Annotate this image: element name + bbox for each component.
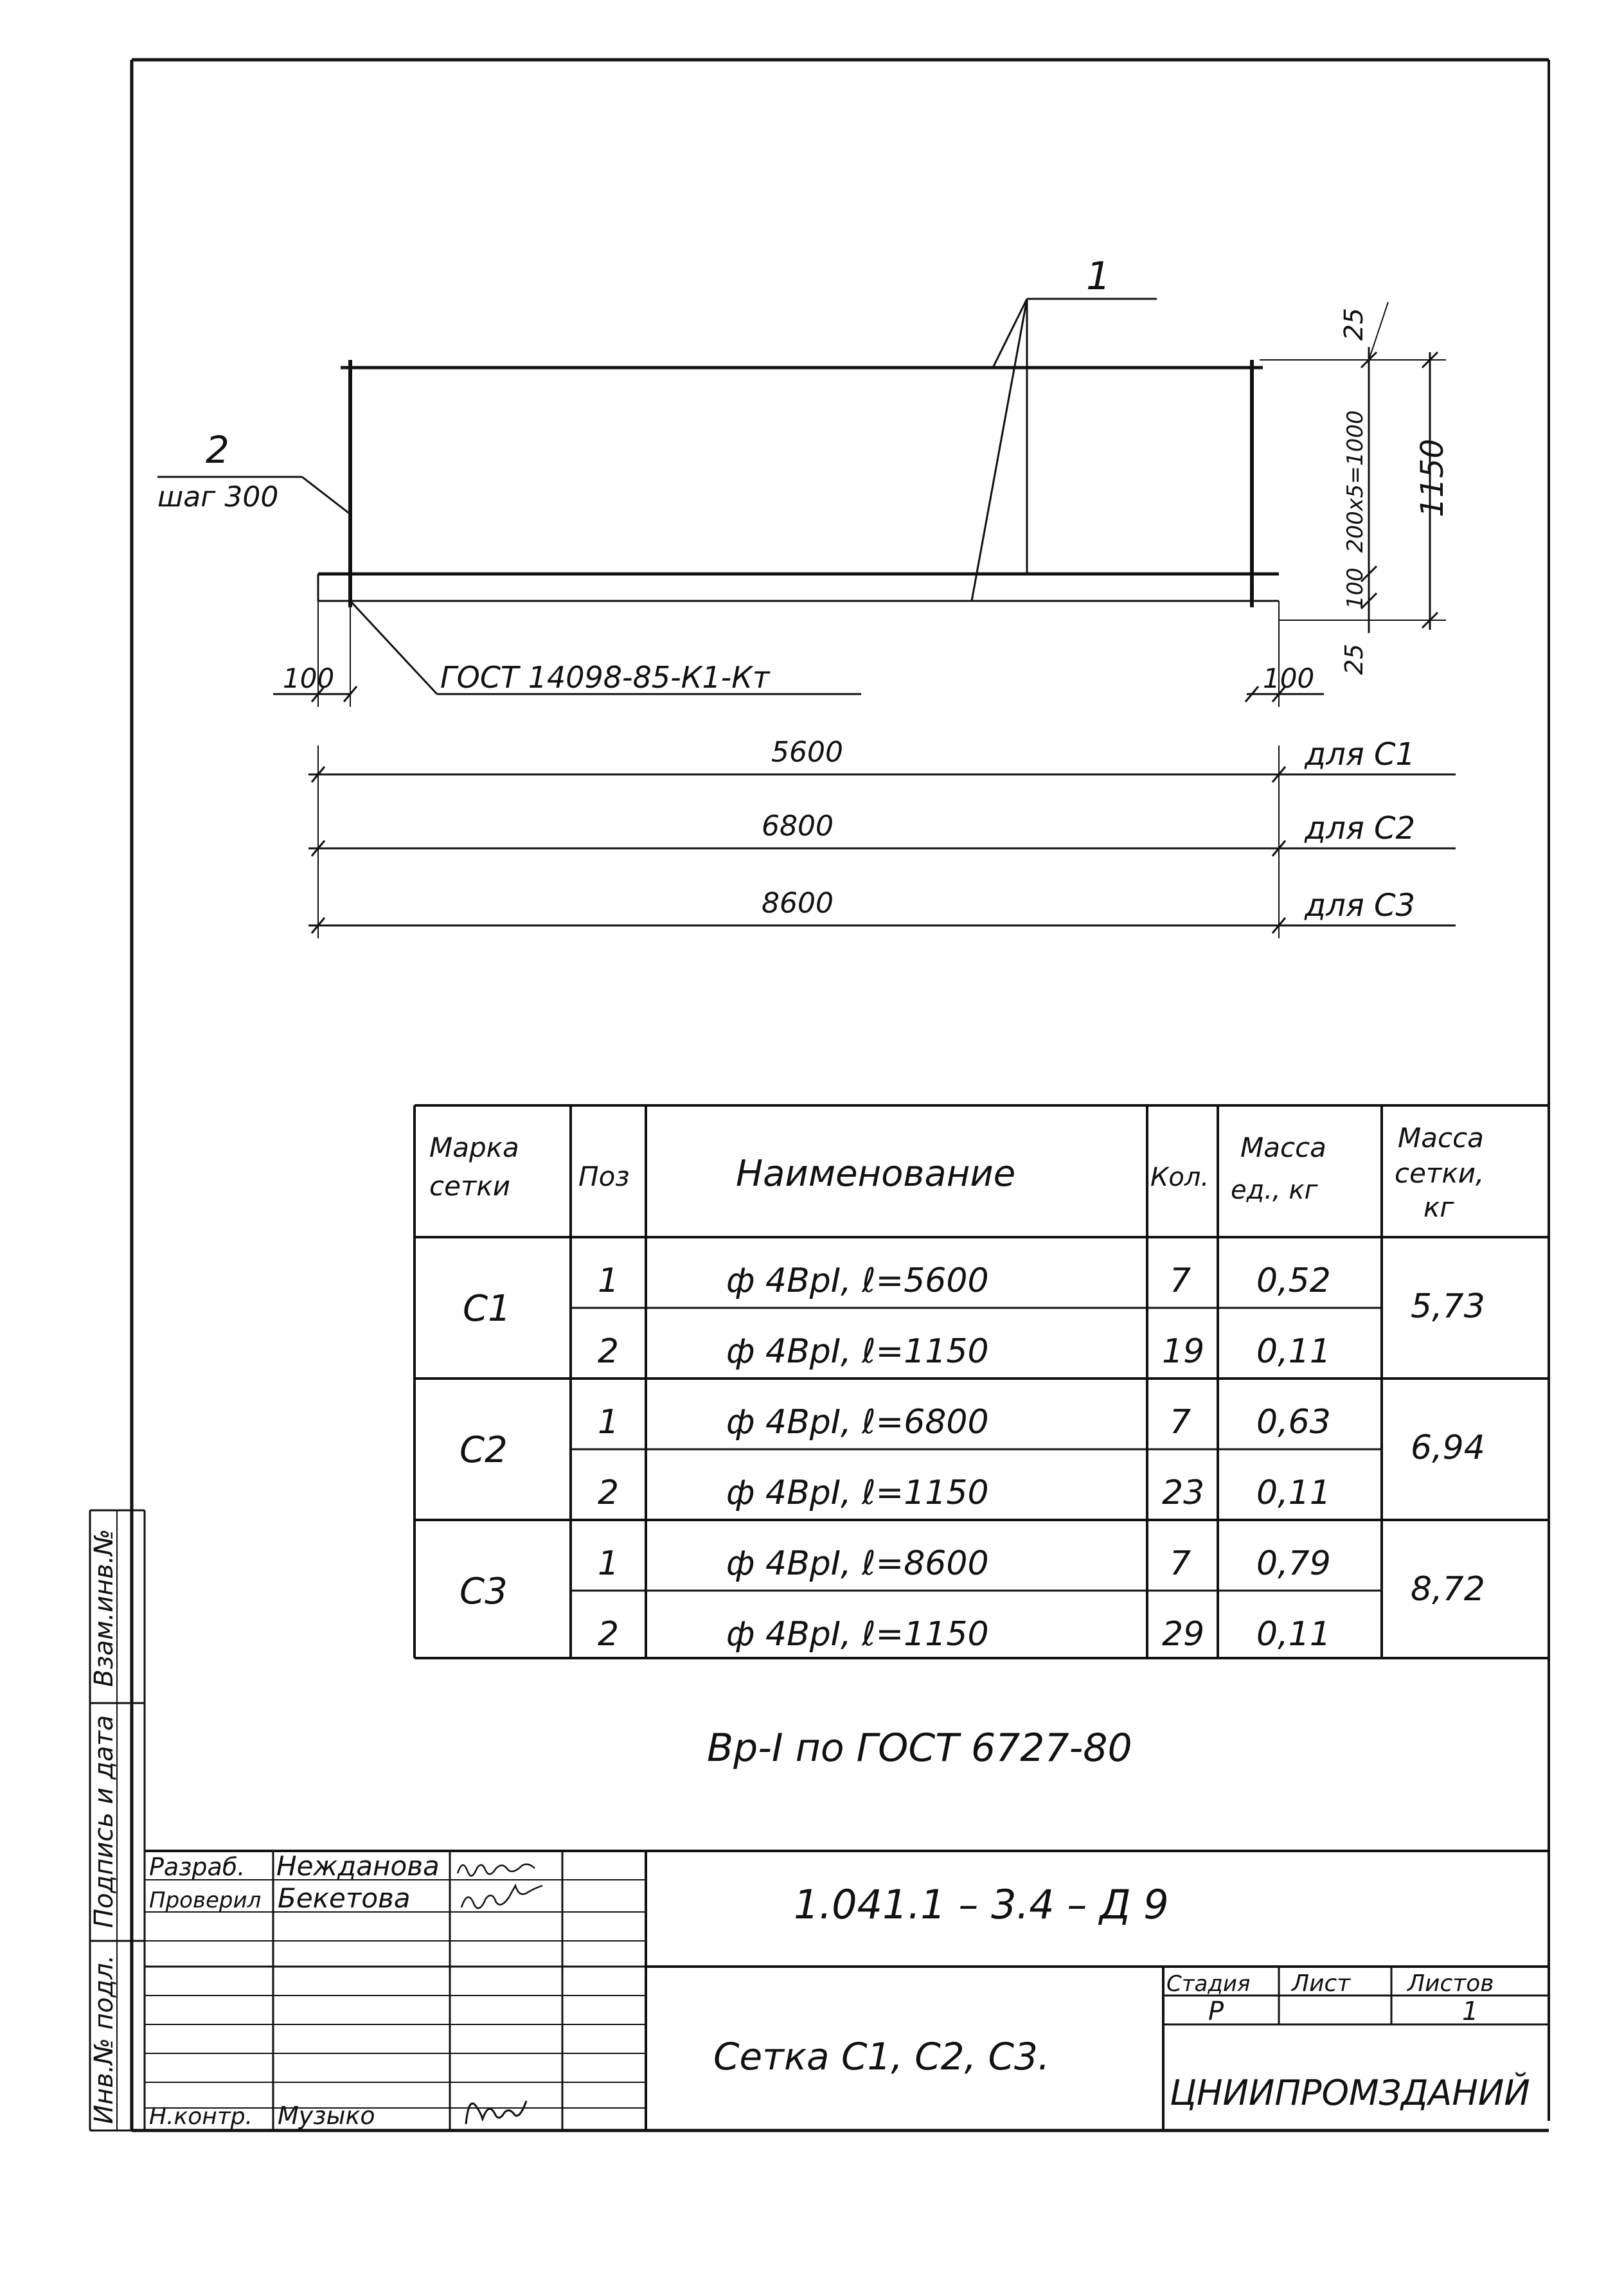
qty-c3-1: 7: [1170, 1544, 1191, 1583]
header-unit-mass-1: Масса: [1240, 1132, 1326, 1163]
sheets-label: Листов: [1407, 1970, 1494, 1997]
dim-spacing-200x5: 200х5=1000: [1343, 410, 1368, 553]
dim-top-25: 25: [1339, 308, 1369, 341]
qty-c2-2: 23: [1162, 1474, 1205, 1512]
header-mark-2: сетки: [429, 1170, 511, 1202]
dim-left-100: 100: [283, 663, 335, 694]
qty-c3-2: 29: [1162, 1615, 1205, 1654]
gost-weld-label: ГОСТ 14098-85-К1-Кт: [440, 660, 770, 695]
stamp-sign-date: Подпись и дата: [89, 1715, 119, 1928]
header-name: Наименование: [736, 1153, 1016, 1195]
name-c3-1: ф 4ВрI, ℓ=8600: [726, 1544, 989, 1583]
length-5600: 5600: [771, 736, 843, 769]
mark-c1: С1: [463, 1288, 511, 1330]
header-mesh-mass-1: Масса: [1398, 1122, 1484, 1154]
name-c2-2: ф 4ВрI, ℓ=1150: [726, 1474, 989, 1512]
mark-c2: С2: [460, 1429, 508, 1471]
dim-total-1150: 1150: [1414, 438, 1450, 517]
mass-c1: 5,73: [1411, 1287, 1485, 1326]
sheet-title: Сетка С1, С2, С3.: [713, 2035, 1050, 2078]
dim-bottom-25: 25: [1340, 643, 1368, 675]
developed-label: Разраб.: [149, 1853, 245, 1881]
stage-value: Р: [1208, 1997, 1224, 2026]
dim-bottom-100: 100: [1343, 567, 1368, 609]
unit-mass-c1-2: 0,11: [1256, 1332, 1331, 1371]
signature-developer: [458, 1864, 535, 1876]
title-block: [145, 1850, 1549, 2130]
name-c1-2: ф 4ВрI, ℓ=1150: [726, 1332, 989, 1371]
mass-c2: 6,94: [1411, 1429, 1485, 1467]
length-label-c3: для С3: [1305, 888, 1416, 924]
length-label-c2: для С2: [1305, 810, 1416, 846]
pos-c3-2: 2: [598, 1615, 620, 1654]
length-8600: 8600: [762, 887, 834, 920]
doc-code: 1.041.1 – 3.4 – Д 9: [794, 1881, 1169, 1928]
mesh-plan: [157, 254, 1279, 695]
mass-c3: 8,72: [1411, 1570, 1485, 1609]
spec-table: [415, 1105, 1549, 1658]
qty-c1-1: 7: [1170, 1262, 1191, 1300]
pitch-label: шаг 300: [157, 481, 279, 513]
unit-mass-c3-1: 0,79: [1256, 1544, 1331, 1583]
unit-mass-c2-2: 0,11: [1256, 1474, 1331, 1512]
length-6800: 6800: [762, 810, 834, 843]
callout-2-label: 2: [206, 428, 229, 472]
pos-c2-2: 2: [598, 1474, 620, 1512]
dim-right-100: 100: [1263, 663, 1315, 694]
side-stamp: [89, 1510, 145, 2130]
horizontal-dimensions: [273, 601, 1456, 938]
mark-c3: С3: [460, 1571, 508, 1612]
steel-note: Вр-I по ГОСТ 6727-80: [707, 1726, 1132, 1771]
stage-label: Стадия: [1166, 1971, 1251, 1997]
vertical-dimensions: [1260, 302, 1450, 675]
header-mesh-mass-2: сетки,: [1395, 1157, 1485, 1189]
signature-checker: [461, 1886, 542, 1908]
length-label-c1: для С1: [1305, 737, 1416, 772]
unit-mass-c3-2: 0,11: [1256, 1615, 1331, 1654]
developed-name: Нежданова: [276, 1850, 440, 1882]
pos-c3-1: 1: [598, 1544, 620, 1583]
checked-name: Бекетова: [278, 1882, 411, 1914]
header-unit-mass-2: ед., кг: [1231, 1175, 1318, 1205]
header-pos: Поз: [578, 1161, 630, 1192]
sheet-frame: [132, 60, 1549, 2130]
name-c3-2: ф 4ВрI, ℓ=1150: [726, 1615, 989, 1654]
signature-norm: [466, 2101, 526, 2124]
header-mesh-mass-3: кг: [1423, 1192, 1454, 1223]
name-c1-1: ф 4ВрI, ℓ=5600: [726, 1262, 989, 1300]
unit-mass-c2-1: 0,63: [1256, 1403, 1331, 1442]
callout-1-label: 1: [1086, 254, 1111, 299]
stamp-replace-inv: Взам.инв.№: [89, 1528, 119, 1687]
pos-c1-2: 2: [598, 1332, 620, 1371]
organization: ЦНИИПРОМЗДАНИЙ: [1170, 2073, 1530, 2113]
pos-c2-1: 1: [598, 1403, 620, 1442]
pos-c1-1: 1: [598, 1262, 620, 1300]
qty-c2-1: 7: [1170, 1403, 1191, 1442]
sheet-label: Лист: [1292, 1970, 1351, 1997]
norm-name: Музыко: [278, 2102, 375, 2130]
header-qty: Кол.: [1150, 1163, 1209, 1192]
header-mark-1: Марка: [429, 1132, 519, 1163]
qty-c1-2: 19: [1162, 1332, 1205, 1371]
sheets-value: 1: [1462, 1997, 1479, 2026]
name-c2-1: ф 4ВрI, ℓ=6800: [726, 1403, 989, 1442]
norm-label: Н.контр.: [149, 2103, 253, 2130]
unit-mass-c1-1: 0,52: [1256, 1262, 1331, 1300]
stamp-inv-orig: Инв.№ подл.: [89, 1954, 119, 2124]
checked-label: Проверил: [149, 1888, 262, 1913]
